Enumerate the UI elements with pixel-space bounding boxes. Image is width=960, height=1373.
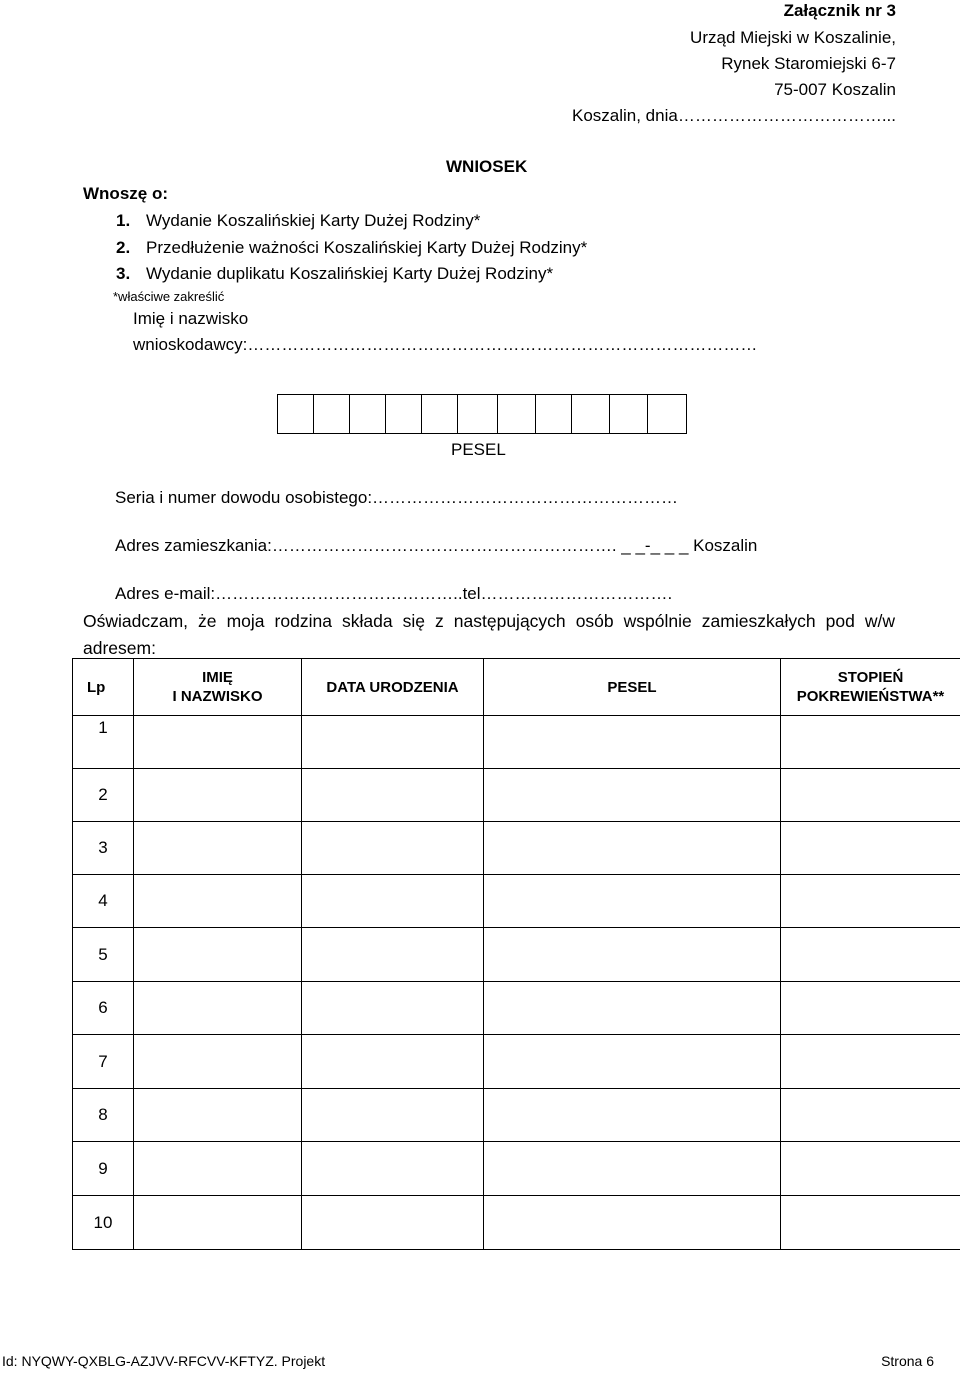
header-pesel: PESEL bbox=[484, 659, 781, 716]
attachment-label: Załącznik nr 3 bbox=[783, 1, 896, 20]
pesel-input[interactable] bbox=[277, 394, 687, 434]
pesel-digit-box[interactable] bbox=[386, 395, 422, 433]
option-duplicate[interactable] bbox=[84, 261, 587, 288]
pesel-cell[interactable] bbox=[484, 1089, 781, 1142]
pesel-digit-box[interactable] bbox=[278, 395, 314, 433]
row-number: 6 bbox=[73, 982, 134, 1035]
header-name bbox=[134, 659, 302, 716]
pesel-cell[interactable] bbox=[484, 928, 781, 982]
pesel-cell[interactable] bbox=[484, 822, 781, 875]
request-options bbox=[84, 208, 587, 288]
table-row bbox=[73, 1089, 960, 1142]
date-field[interactable]: Koszalin, dnia………………………………... bbox=[571, 106, 896, 125]
name-cell[interactable] bbox=[134, 875, 302, 928]
table-row bbox=[73, 1035, 960, 1089]
table-row bbox=[73, 982, 960, 1035]
header-name-line1: IMIĘ bbox=[202, 669, 233, 686]
birth-date-cell[interactable] bbox=[302, 1142, 484, 1196]
birth-date-cell[interactable] bbox=[302, 875, 484, 928]
name-cell[interactable] bbox=[134, 822, 302, 875]
row-number: 7 bbox=[73, 1035, 134, 1089]
pesel-digit-box[interactable] bbox=[536, 395, 572, 433]
table-row bbox=[73, 1196, 960, 1250]
option-number: 1. bbox=[116, 211, 131, 230]
office-postcode: 75-007 Koszalin bbox=[774, 80, 896, 99]
name-field[interactable]: wnioskodawcy:……………………………………………………………………………… bbox=[133, 335, 758, 354]
relation-cell[interactable] bbox=[781, 982, 960, 1035]
pesel-digit-box[interactable] bbox=[422, 395, 458, 433]
pesel-cell[interactable] bbox=[484, 716, 781, 769]
pesel-cell[interactable] bbox=[484, 875, 781, 928]
row-number: 1 bbox=[73, 716, 134, 769]
pesel-digit-box[interactable] bbox=[498, 395, 536, 433]
declaration-text: Oświadczam, że moja rodzina składa się z następujących osób wspólnie zamieszkałych pod w/w adresem: bbox=[83, 611, 895, 658]
pesel-cell[interactable] bbox=[484, 982, 781, 1035]
birth-date-cell[interactable] bbox=[302, 769, 484, 822]
pesel-digit-box[interactable] bbox=[350, 395, 386, 433]
birth-date-cell[interactable] bbox=[302, 1196, 484, 1250]
header-birth-date: DATA URODZENIA bbox=[302, 659, 484, 716]
pesel-digit-box[interactable] bbox=[610, 395, 648, 433]
header-lp: Lp bbox=[73, 659, 134, 716]
table-row bbox=[73, 822, 960, 875]
name-cell[interactable] bbox=[134, 1089, 302, 1142]
birth-date-cell[interactable] bbox=[302, 716, 484, 769]
header-name-line2: I NAZWISKO bbox=[172, 688, 263, 705]
relation-cell[interactable] bbox=[781, 1142, 960, 1196]
pesel-label: PESEL bbox=[451, 440, 506, 459]
pesel-digit-box[interactable] bbox=[572, 395, 610, 433]
address-field[interactable]: Adres zamieszkania:……………………………………………………. _ _-_ _ _ Koszalin bbox=[115, 536, 758, 555]
name-cell[interactable] bbox=[134, 1035, 302, 1089]
option-number: 3. bbox=[116, 264, 131, 283]
office-name: Urząd Miejski w Koszalinie, bbox=[690, 28, 896, 47]
pesel-cell[interactable] bbox=[484, 1035, 781, 1089]
name-cell[interactable] bbox=[134, 769, 302, 822]
request-label: Wnoszę o: bbox=[83, 184, 168, 203]
pesel-cell[interactable] bbox=[484, 769, 781, 822]
document-id: Id: NYQWY-QXBLG-AZJVV-RFCVV-KFTYZ. Projekt bbox=[2, 1353, 326, 1369]
option-number: 2. bbox=[116, 237, 131, 257]
table-row bbox=[73, 928, 960, 982]
table-row bbox=[73, 1142, 960, 1196]
option-issue[interactable] bbox=[84, 208, 587, 235]
relation-cell[interactable] bbox=[781, 928, 960, 982]
footnote: *właściwe zakreślić bbox=[113, 289, 225, 304]
birth-date-cell[interactable] bbox=[302, 822, 484, 875]
header-relation-line2: POKREWIEŃSTWA** bbox=[796, 688, 945, 705]
table-header-row bbox=[73, 659, 960, 716]
relation-cell[interactable] bbox=[781, 875, 960, 928]
page-number: Strona 6 bbox=[881, 1353, 934, 1369]
name-cell[interactable] bbox=[134, 716, 302, 769]
email-phone-field[interactable]: Adres e-mail:……………………………………..tel……………………………. bbox=[115, 584, 673, 603]
row-number: 2 bbox=[73, 769, 134, 822]
name-label: Imię i nazwisko bbox=[133, 309, 249, 328]
pesel-digit-box[interactable] bbox=[314, 395, 350, 433]
table-row bbox=[73, 716, 960, 769]
name-cell[interactable] bbox=[134, 928, 302, 982]
form-title: WNIOSEK bbox=[446, 157, 528, 176]
birth-date-cell[interactable] bbox=[302, 928, 484, 982]
relation-cell[interactable] bbox=[781, 716, 960, 769]
row-number: 4 bbox=[73, 875, 134, 928]
pesel-digit-box[interactable] bbox=[648, 395, 687, 433]
relation-cell[interactable] bbox=[781, 822, 960, 875]
name-cell[interactable] bbox=[134, 982, 302, 1035]
birth-date-cell[interactable] bbox=[302, 1089, 484, 1142]
row-number: 9 bbox=[73, 1142, 134, 1196]
pesel-digit-box[interactable] bbox=[458, 395, 498, 433]
option-text: Wydanie Koszalińskiej Karty Dużej Rodziny* bbox=[146, 211, 481, 230]
row-number: 5 bbox=[73, 928, 134, 982]
name-cell[interactable] bbox=[134, 1142, 302, 1196]
header-relation-line1: STOPIEŃ bbox=[837, 669, 904, 686]
id-card-field[interactable]: Seria i numer dowodu osobistego:……………………………………………… bbox=[115, 488, 679, 507]
row-number: 8 bbox=[73, 1089, 134, 1142]
office-street: Rynek Staromiejski 6-7 bbox=[721, 54, 896, 73]
header-relation bbox=[781, 659, 960, 716]
pesel-cell[interactable] bbox=[484, 1196, 781, 1250]
option-text: Wydanie duplikatu Koszalińskiej Karty Dużej Rodziny* bbox=[146, 264, 554, 283]
birth-date-cell[interactable] bbox=[302, 982, 484, 1035]
pesel-cell[interactable] bbox=[484, 1142, 781, 1196]
birth-date-cell[interactable] bbox=[302, 1035, 484, 1089]
relation-cell[interactable] bbox=[781, 769, 960, 822]
option-extend[interactable] bbox=[84, 235, 587, 262]
relation-cell[interactable] bbox=[781, 1035, 960, 1089]
relation-cell[interactable] bbox=[781, 1196, 960, 1250]
table-row bbox=[73, 875, 960, 928]
name-cell[interactable] bbox=[134, 1196, 302, 1250]
relation-cell[interactable] bbox=[781, 1089, 960, 1142]
option-text: Przedłużenie ważności Koszalińskiej Karty Dużej Rodziny* bbox=[146, 237, 588, 257]
row-number: 10 bbox=[73, 1196, 134, 1250]
family-members-table bbox=[72, 658, 960, 1250]
row-number: 3 bbox=[73, 822, 134, 875]
table-row bbox=[73, 769, 960, 822]
